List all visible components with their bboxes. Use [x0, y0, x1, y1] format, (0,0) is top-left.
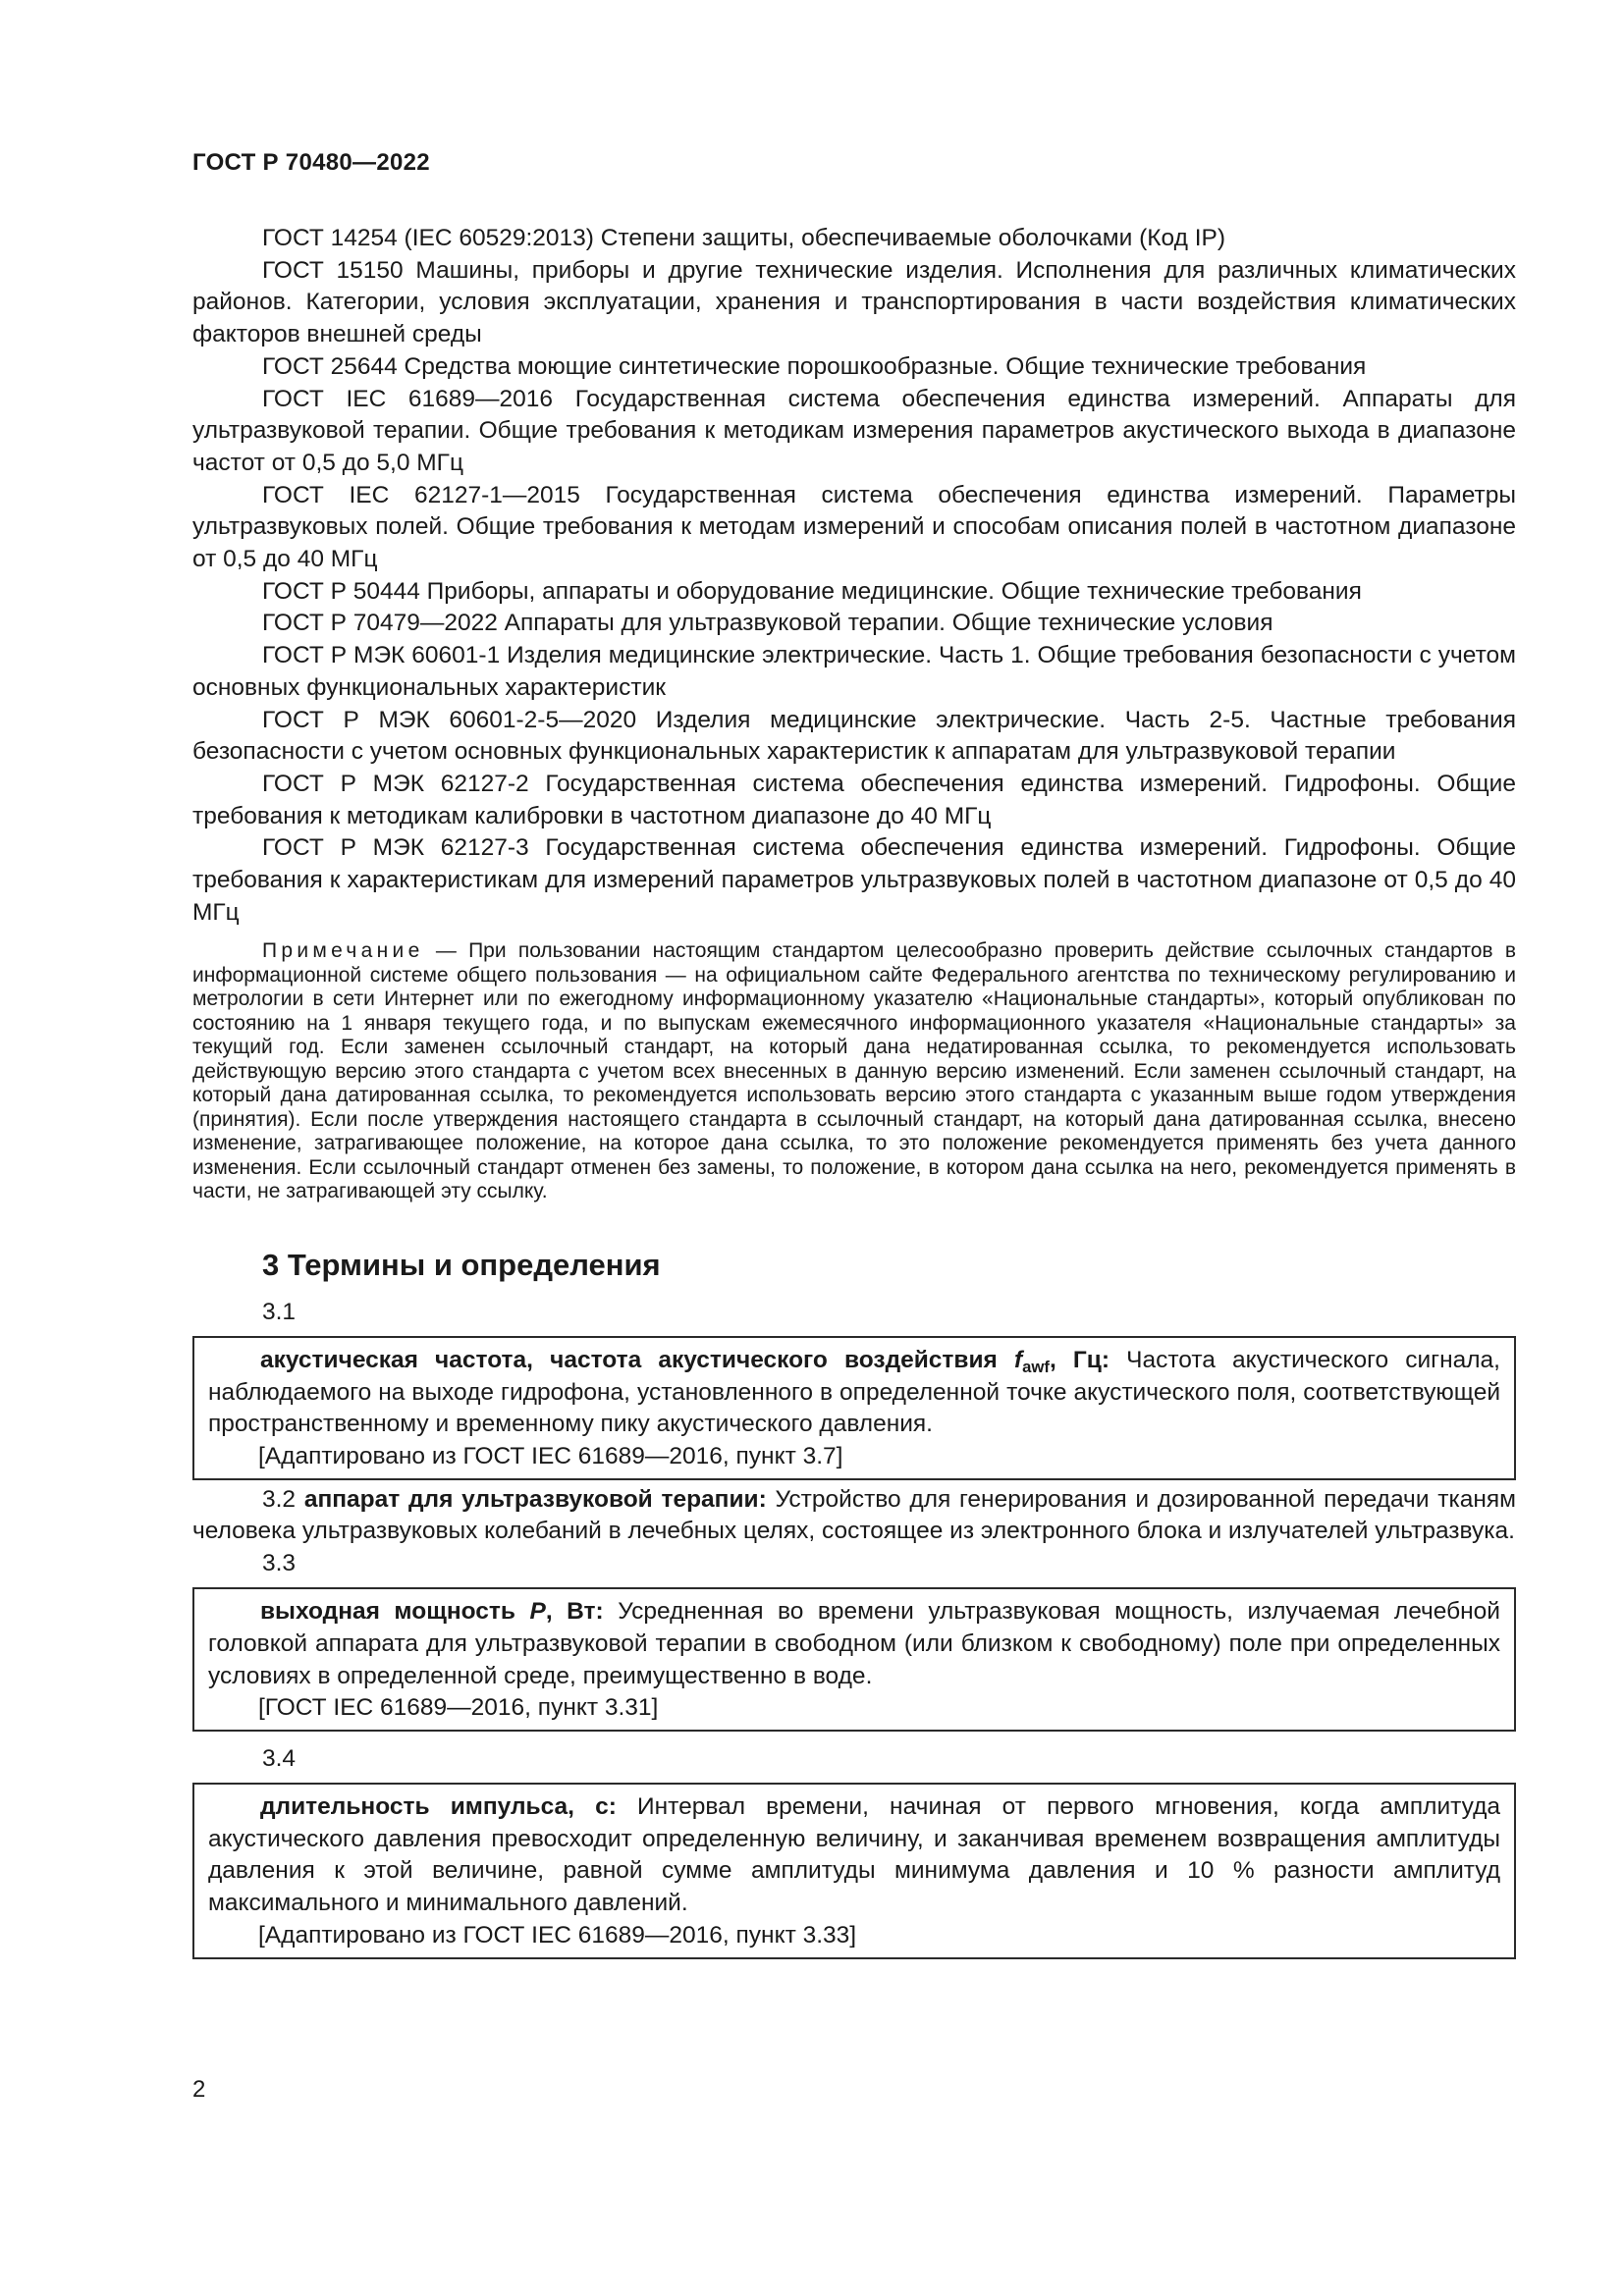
- reference-item: ГОСТ Р МЭК 60601-2-5—2020 Изделия медицинские электрические. Часть 2-5. Частные требования безопасности с учетом основных функциональных характеристик к аппаратам для ультразвуковой терапии: [192, 706, 1516, 766]
- term-number: 3.1: [262, 1298, 297, 1325]
- reference-item: ГОСТ Р МЭК 62127-2 Государственная система обеспечения единства измерений. Гидрофоны. Общие требования к методикам калибровки в частотном диапазоне до 40 МГц: [192, 770, 1516, 829]
- term-definition-text: Усредненная во времени ультразвуковая мощность, излучаемая лечебной головкой аппарата для ультразвуковой терапии в свободном (или близком к свободному) поле при определенных условиях в определенной среде, преимущественно в воде.: [208, 1598, 1500, 1689]
- term-name: аппарат для ультразвуковой терапии:: [303, 1485, 767, 1513]
- section-title: 3 Термины и определения: [262, 1247, 661, 1282]
- reference-item: ГОСТ IEC 61689—2016 Государственная система обеспечения единства измерений. Аппараты для ультразвуковой терапии. Общие требования к методикам измерения параметров акустического выхода в диапазоне частот от 0,5 до 5,0 МГц: [192, 385, 1516, 476]
- term-symbol: f: [1013, 1346, 1023, 1373]
- page-header-doc-id: ГОСТ Р 70480—2022: [192, 149, 430, 176]
- note-label: Примечание: [262, 939, 424, 963]
- reference-item: ГОСТ Р 50444 Приборы, аппараты и оборудование медицинские. Общие технические требования: [262, 577, 1362, 605]
- term-box-3-1: [192, 1336, 1516, 1480]
- term-symbol-subscript: awf: [1022, 1357, 1050, 1376]
- term-unit: , Гц:: [1049, 1346, 1110, 1373]
- term-box-3-3: [192, 1587, 1516, 1732]
- term-name: длительность импульса, с:: [260, 1793, 617, 1820]
- term-number: 3.4: [262, 1745, 297, 1772]
- term-name: выходная мощность P, Вт:: [260, 1598, 604, 1626]
- term-definition: [208, 1596, 1500, 1692]
- term-definition-text: Интервал времени, начиная от первого мгновения, когда амплитуда акустического давления превосходит определенную величину, и заканчивая временем возвращения амплитуды давления к этой величине, равной сумме амплитуды минимума давления и 10 % разности амплитуд максимального и минимального давлений.: [208, 1793, 1500, 1917]
- term-box-3-4: [192, 1783, 1516, 1959]
- term-definition-text: Частота акустического сигнала, наблюдаемого на выходе гидрофона, установленного в определенной точке акустического поля, соответствующей пространственному и временному пику акустического давления.: [208, 1346, 1500, 1438]
- term-number: 3.3: [262, 1550, 297, 1577]
- reference-item: ГОСТ Р МЭК 60601-1 Изделия медицинские электрические. Часть 1. Общие требования безопасности с учетом основных функциональных характеристик: [192, 642, 1516, 701]
- term-definition-text: Устройство для генерирования и дозированной передачи тканям человека ультразвуковых колебаний в лечебных целях, состоящее из электронного блока и излучателей ультразвука.: [192, 1485, 1516, 1545]
- reference-item: ГОСТ 25644 Средства моющие синтетические порошкообразные. Общие технические требования: [262, 352, 1367, 380]
- references-note: [192, 939, 1516, 1204]
- term-definition: [208, 1791, 1500, 1920]
- term-source: [Адаптировано из ГОСТ IEC 61689—2016, пункт 3.33]: [258, 1921, 857, 1949]
- normative-references-list: [192, 223, 1516, 929]
- reference-item: ГОСТ Р 70479—2022 Аппараты для ультразвуковой терапии. Общие технические условия: [262, 610, 1273, 637]
- term-source: [ГОСТ IEC 61689—2016, пункт 3.31]: [258, 1694, 659, 1722]
- page-content: [192, 223, 1516, 1959]
- reference-item: ГОСТ 15150 Машины, приборы и другие технические изделия. Исполнения для различных климатических районов. Категории, условия эксплуатации, хранения и транспортирования в части воздействия климатических факторов внешней среды: [192, 256, 1516, 348]
- term-definition: [208, 1345, 1500, 1441]
- term-3-2: [192, 1484, 1516, 1548]
- note-text: — При пользовании настоящим стандартом целесообразно проверить действие ссылочных стандартов в информационной системе общего пользования — на официальном сайте Федерального агентства по техническому регулированию и метрологии в сети Интернет или по ежегодному информационному указателю «Национальные стандарты», который опубликован по состоянию на 1 января текущего года, и по выпускам ежемесячного информационного указателя «Национальные стандарты» за текущий год. Если заменен ссылочный стандарт, на который дана недатированная ссылка, то рекомендуется использовать действующую версию этого стандарта с учетом всех внесенных в данную версию изменений. Если заменен ссылочный стандарт, на который дана датированная ссылка, то рекомендуется использовать версию этого стандарта с указанным выше годом утверждения (принятия). Если после утверждения настоящего стандарта в ссылочный стандарт, на который дана датированная ссылка, внесено изменение, затрагивающее положение, на которое дана ссылка, то это положение рекомендуется применять без учета данного изменения. Если ссылочный стандарт отменен без замены, то положение, в котором дана ссылка на него, рекомендуется применять в части, не затрагивающей эту ссылку.: [192, 939, 1516, 1203]
- reference-item: ГОСТ IEC 62127-1—2015 Государственная система обеспечения единства измерений. Параметры ультразвуковых полей. Общие требования к методам измерений и способам описания полей в частотном диапазоне от 0,5 до 40 МГц: [192, 481, 1516, 573]
- reference-item: ГОСТ Р МЭК 62127-3 Государственная система обеспечения единства измерений. Гидрофоны. Общие требования к характеристикам для измерений параметров ультразвуковых полей в частотном диапазоне от 0,5 до 40 МГц: [192, 834, 1516, 926]
- term-name: акустическая частота, частота акустического воздействия $f_{awf}$, Гц:: [260, 1346, 1110, 1376]
- term-number: 3.2: [262, 1485, 297, 1513]
- page-number: 2: [192, 2076, 206, 2103]
- reference-item: ГОСТ 14254 (IEC 60529:2013) Степени защиты, обеспечиваемые оболочками (Код IP): [262, 225, 1226, 251]
- term-source: [Адаптировано из ГОСТ IEC 61689—2016, пункт 3.7]: [258, 1443, 843, 1470]
- term-symbol: P: [529, 1598, 546, 1626]
- term-unit: , Вт:: [545, 1598, 604, 1626]
